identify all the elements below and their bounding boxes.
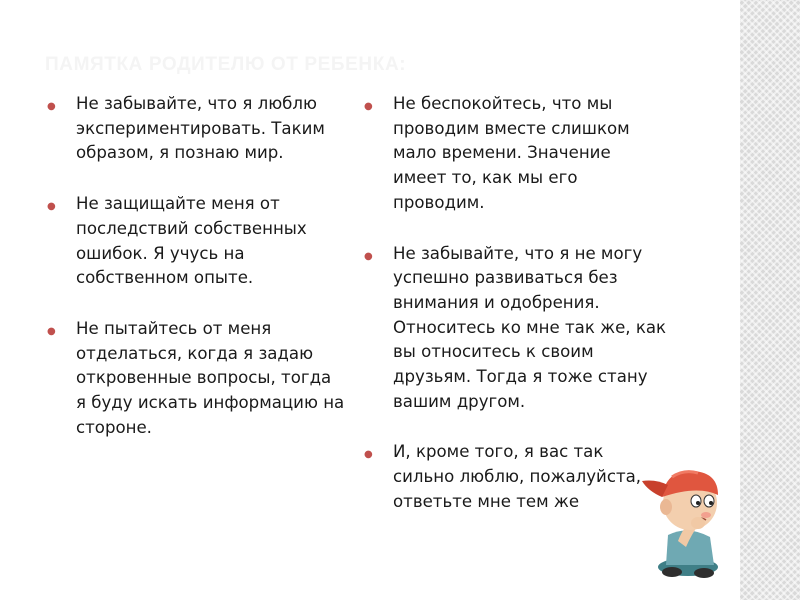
list-item-text: Не беспокойтесь, что мы проводим вместе слишком мало времени. Значение имеет то, как мы его проводим.	[393, 94, 630, 212]
list-item	[45, 317, 345, 441]
list-item	[362, 440, 667, 514]
list-item	[45, 92, 345, 166]
bullet-icon: ●	[364, 101, 373, 112]
bullet-icon: ●	[364, 449, 373, 461]
right-column-list	[362, 92, 667, 541]
list-item-text: И, кроме того, я вас так сильно люблю, пожалуйста, ответьте мне тем же	[393, 442, 642, 511]
list-item	[362, 92, 667, 216]
list-item-text: Не пытайтесь от меня отделаться, когда я задаю откровенные вопросы, тогда я буду искать информацию на стороне.	[76, 318, 345, 437]
left-column-list	[45, 92, 345, 466]
thinking-boy-illustration	[628, 455, 733, 580]
list-item	[45, 192, 345, 291]
decorative-side-stripe	[740, 0, 800, 600]
list-item-text: Не забывайте, что я люблю экспериментировать. Таким образом, я познаю мир.	[76, 94, 325, 163]
slide-title: ПАМЯТКА РОДИТЕЛЮ ОТ РЕБЕНКА:	[45, 54, 407, 75]
bullet-icon: ●	[47, 201, 56, 213]
bullet-icon: ●	[364, 250, 373, 262]
list-item-text: Не защищайте меня от последствий собственных ошибок. Я учусь на собственном опыте.	[76, 194, 307, 288]
list-item-text: Не забывайте, что я не могу успешно развиваться без внимания и одобрения. Относитесь ко мне так же, как вы относитесь к своим друзьям. Тогда я тоже стану вашим другом.	[393, 243, 667, 411]
list-item	[362, 242, 667, 415]
bullet-icon: ●	[47, 325, 56, 337]
bullet-icon: ●	[47, 101, 56, 112]
